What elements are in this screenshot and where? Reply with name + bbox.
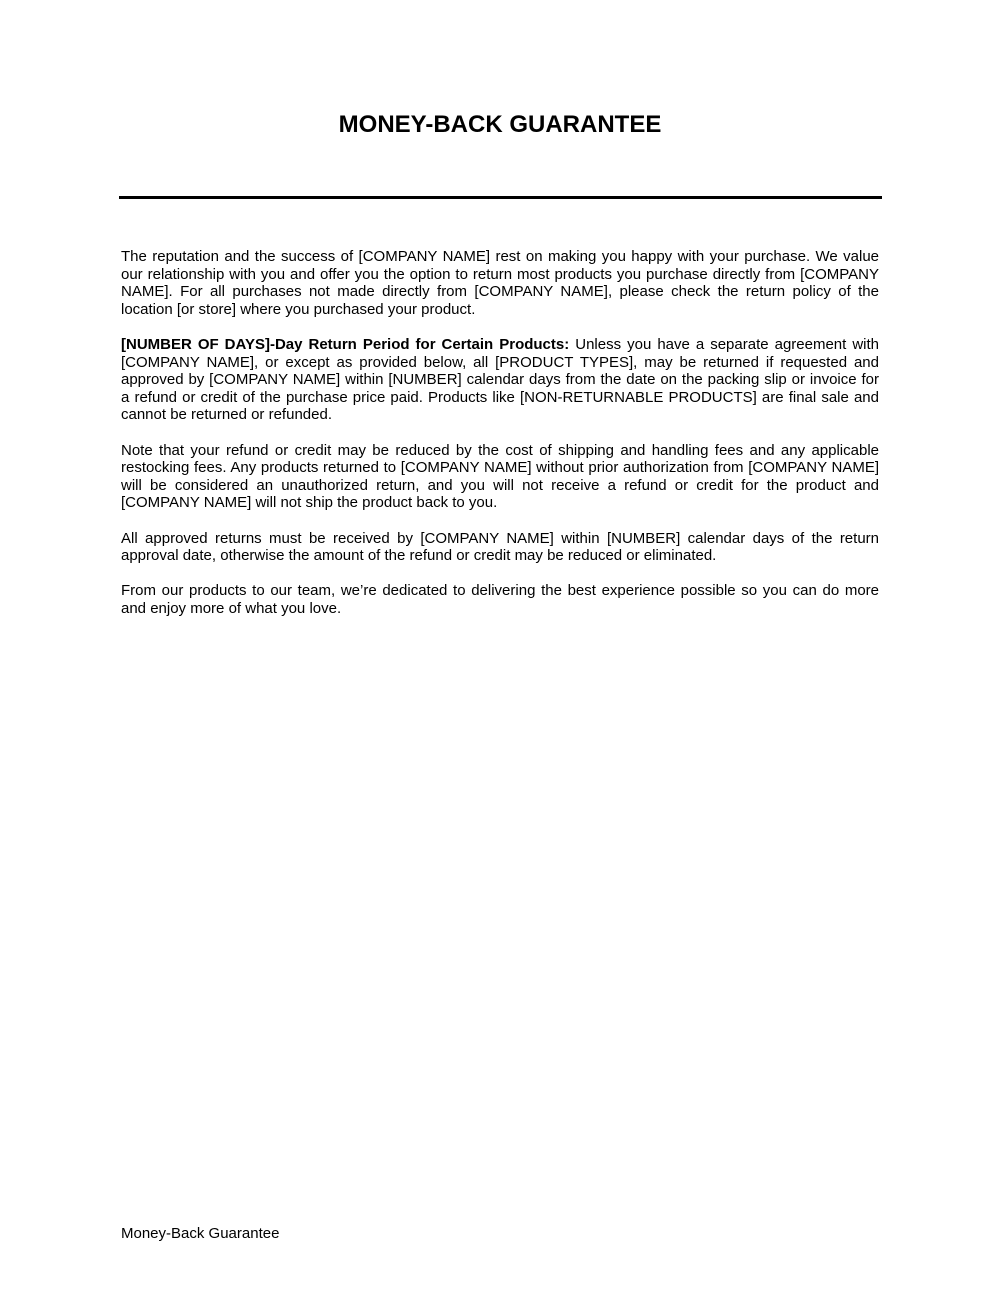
paragraph-intro <box>121 248 879 318</box>
paragraph-return-period-text: Unless you have a separate agreement with [COMPANY NAME], or except as provided below, all [PRODUCT TYPES], may be returned if requested and approved by [COMPANY NAME] within [NUMBER] calendar days from the date on the packing slip or invoice for a refund or credit of the purchase price paid. Products like [NON-RETURNABLE PRODUCTS] are final sale and cannot be returned or refunded. <box>121 335 879 424</box>
title-divider <box>119 196 882 199</box>
paragraph-approved-returns-text: All approved returns must be received by [COMPANY NAME] within [NUMBER] calendar days of the return approval date, otherwise the amount of the refund or credit may be reduced or eliminated. <box>121 529 879 565</box>
paragraph-approved-returns <box>121 530 879 565</box>
paragraph-return-period <box>121 336 879 424</box>
paragraph-refund-note <box>121 442 879 512</box>
paragraph-return-period-heading: [NUMBER OF DAYS]-Day Return Period for Certain Products: <box>121 335 570 353</box>
document-body <box>121 248 879 635</box>
paragraph-closing <box>121 582 879 617</box>
paragraph-refund-note-text: Note that your refund or credit may be reduced by the cost of shipping and handling fees and any applicable restocking fees. Any products returned to [COMPANY NAME] without prior authorization from [COMPANY NAME] will be considered an unauthorized return, and you will not receive a refund or credit for the product and [COMPANY NAME] will not ship the product back to you. <box>121 441 879 512</box>
paragraph-closing-text: From our products to our team, we’re dedicated to delivering the best experience possible so you can do more and enjoy more of what you love. <box>121 582 879 617</box>
document-title: MONEY-BACK GUARANTEE <box>338 111 662 138</box>
page-footer: Money-Back Guarantee <box>121 1225 280 1242</box>
paragraph-intro-text: The reputation and the success of [COMPANY NAME] rest on making you happy with your purchase. We value our relationship with you and offer you the option to return most products you purchase directly from [COMPANY NAME]. For all purchases not made directly from [COMPANY NAME], please check the return policy of the location [or store] where you purchased your product. <box>121 248 879 318</box>
